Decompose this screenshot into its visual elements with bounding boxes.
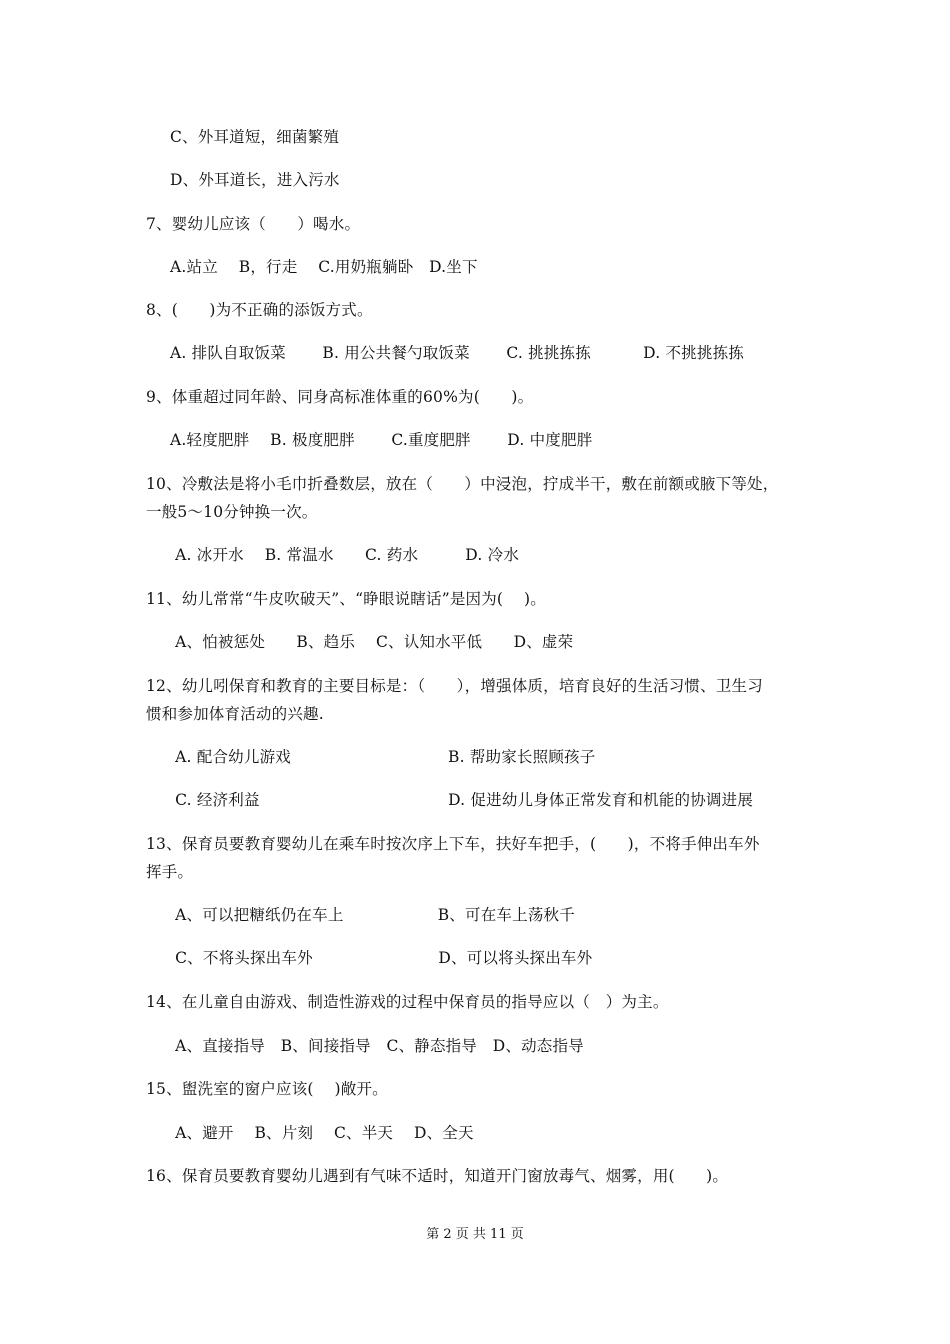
question-11-options: A、怕被惩处 B、趋乐 C、认知水平低 D、虚荣 (170, 633, 574, 651)
question-15-options: A、避开 B、片刻 C、半天 D、全天 (170, 1124, 474, 1142)
question-14-options: A、直接指导 B、间接指导 C、静态指导 D、动态指导 (170, 1037, 584, 1055)
page-footer: 第 2 页 共 11 页 (426, 1227, 524, 1242)
question-14: 14、在儿童自由游戏、制造性游戏的过程中保育员的指导应以（ ）为主。 (146, 993, 669, 1011)
question-13-options-cd: C、不将头探出车外 D、可以将头探出车外 (170, 949, 593, 967)
question-12-line-2: 惯和参加体育活动的兴趣. (146, 705, 324, 723)
question-8: 8、( )为不正确的添饭方式。 (146, 301, 373, 319)
question-13-line-1: 13、保育员要教育婴幼儿在乘车时按次序上下车，扶好车把手，( )，不将手伸出车外 (146, 835, 760, 853)
question-10-line-2: 一般5～10分钟换一次。 (146, 503, 318, 521)
question-12-options-cd: C. 经济利益 D. 促进幼儿身体正常发育和机能的协调进展 (170, 791, 754, 809)
question-11: 11、幼儿常常“牛皮吹破天”、“睁眼说瞎话”是因为( )。 (146, 590, 546, 608)
question-9: 9、体重超过同年龄、同身高标准体重的60%为( )。 (146, 388, 534, 406)
question-13-line-2: 挥手。 (146, 863, 194, 881)
q6-option-d: D、外耳道长，进入污水 (170, 171, 340, 189)
question-15: 15、盥洗室的窗户应该( )敞开。 (146, 1080, 388, 1098)
question-12-options-ab: A. 配合幼儿游戏 B. 帮助家长照顾孩子 (170, 748, 596, 766)
q6-option-c: C、外耳道短，细菌繁殖 (170, 128, 340, 146)
question-9-options: A.轻度肥胖 B. 极度肥胖 C.重度肥胖 D. 中度肥胖 (170, 431, 593, 449)
question-13-options-ab: A、可以把糖纸仍在车上 B、可在车上荡秋千 (170, 906, 575, 924)
question-7-options: A.站立 B，行走 C.用奶瓶躺卧 D.坐下 (170, 258, 478, 276)
question-12-line-1: 12、幼儿吲保育和教育的主要目标是：（ ），增强体质，培育良好的生活习惯、卫生习 (146, 677, 763, 695)
question-10-options: A. 冰开水 B. 常温水 C. 药水 D. 冷水 (170, 546, 520, 564)
question-16: 16、保育员要教育婴幼儿遇到有气味不适时，知道开门窗放毒气、烟雾，用( )。 (146, 1167, 729, 1185)
question-8-options: A. 排队自取饭菜 B. 用公共餐勺取饭菜 C. 挑挑拣拣 D. 不挑挑拣拣 (170, 344, 744, 362)
question-10-line-1: 10、冷敷法是将小毛巾折叠数层，放在（ ）中浸泡，拧成半干，敷在前额或腋下等处， (146, 475, 779, 493)
question-7: 7、婴幼儿应该（ ）喝水。 (146, 215, 361, 233)
